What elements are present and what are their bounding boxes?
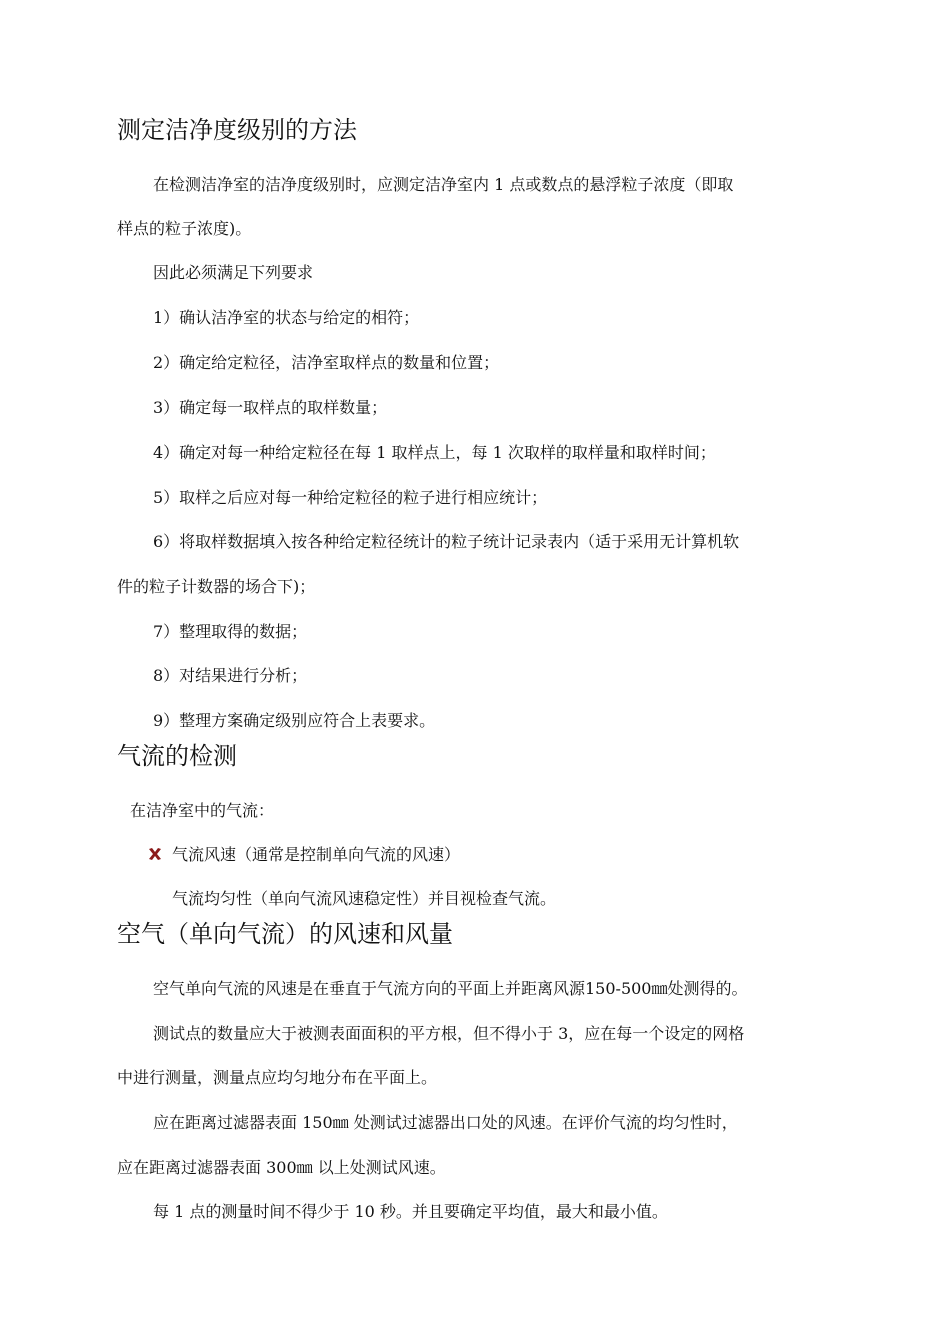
requirement-item: 6）将取样数据填入按各种给定粒径统计的粒子统计记录表内（适于采用无计算机软 — [153, 532, 740, 551]
requirement-item: 8）对结果进行分析； — [153, 666, 308, 685]
requirements-lead: 因此必须满足下列要求 — [153, 263, 314, 282]
cross-mark-icon — [147, 846, 163, 862]
section3-heading: 空气（单向气流）的风速和风量 — [117, 920, 453, 948]
airflow-lead: 在洁净室中的气流： — [130, 801, 275, 820]
section1-heading: 测定洁净度级别的方法 — [117, 116, 357, 144]
section3-paragraph2-line1: 测试点的数量应大于被测表面面积的平方根，但不得小于 3，应在每一个设定的网格 — [153, 1024, 745, 1043]
requirement-item: 7）整理取得的数据； — [153, 622, 308, 641]
requirement-item: 9）整理方案确定级别应符合上表要求。 — [153, 711, 436, 730]
section3-paragraph1: 空气单向气流的风速是在垂直于气流方向的平面上并距离风源150-500㎜处测得的。 — [153, 979, 748, 998]
section3-paragraph3-line2: 应在距离过滤器表面 300㎜ 以上处测试风速。 — [117, 1158, 446, 1177]
section3-paragraph3-line1: 应在距离过滤器表面 150㎜ 处测试过滤器出口处的风速。在评价气流的均匀性时， — [153, 1113, 738, 1132]
airflow-followup: 气流均匀性（单向气流风速稳定性）并目视检查气流。 — [172, 889, 557, 908]
requirement-item: 5）取样之后应对每一种给定粒径的粒子进行相应统计； — [153, 488, 548, 507]
requirement-item: 3）确定每一取样点的取样数量； — [153, 398, 388, 417]
requirement-item: 1）确认洁净室的状态与给定的相符； — [153, 308, 420, 327]
section3-paragraph2-line2: 中进行测量，测量点应均匀地分布在平面上。 — [117, 1068, 438, 1087]
airflow-bullet-text: 气流风速（通常是控制单向气流的风速） — [172, 845, 461, 864]
section1-intro-line2: 样点的粒子浓度)。 — [117, 219, 252, 238]
section1-intro-line1: 在检测洁净室的洁净度级别时，应测定洁净室内 1 点或数点的悬浮粒子浓度（即取 — [153, 175, 734, 194]
section3-paragraph4: 每 1 点的测量时间不得少于 10 秒。并且要确定平均值，最大和最小值。 — [153, 1202, 668, 1221]
requirement-item: 4）确定对每一种给定粒径在每 1 取样点上，每 1 次取样的取样量和取样时间； — [153, 443, 716, 462]
section2-heading: 气流的检测 — [117, 742, 237, 770]
requirement-item: 2）确定给定粒径，洁净室取样点的数量和位置； — [153, 353, 500, 372]
requirement-item-continuation: 件的粒子计数器的场合下)； — [117, 577, 316, 596]
